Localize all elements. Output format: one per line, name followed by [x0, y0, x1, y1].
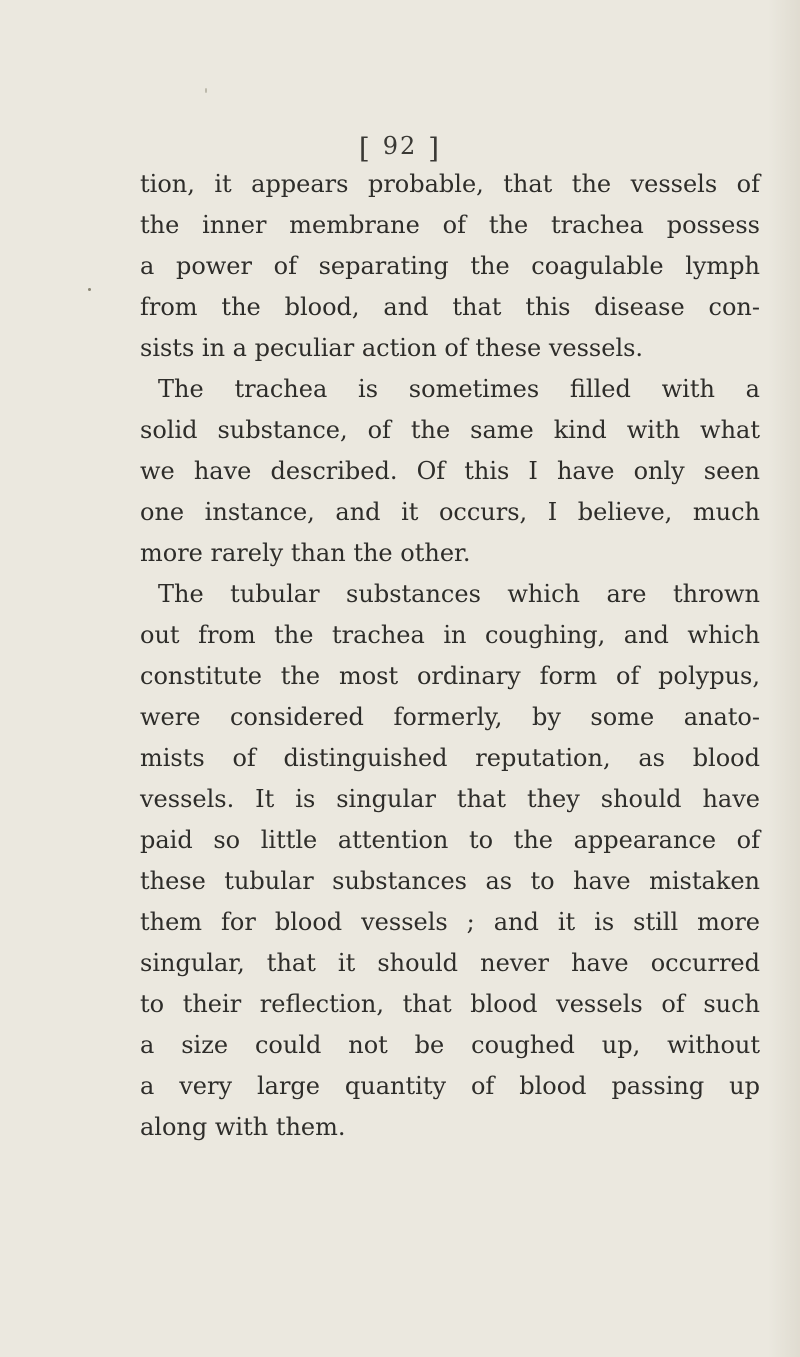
header-bracket-open: [ [358, 132, 372, 165]
text-line: to their reflection, that blood vessels of such [140, 990, 760, 1018]
text-line: a power of separating the coagulable lymph [140, 252, 760, 280]
text-line: sists in a peculiar action of these vessels. [140, 334, 644, 362]
text-line: vessels. It is singular that they should have [140, 785, 760, 813]
text-line: them for blood vessels ; and it is still more [140, 908, 760, 936]
text-line: the inner membrane of the trachea possess [140, 211, 760, 239]
text-line: The tubular substances which are thrown [158, 580, 760, 608]
text-line: from the blood, and that this disease con- [140, 293, 760, 321]
header-bracket-close: ] [428, 132, 442, 165]
text-line: a very large quantity of blood passing up [140, 1072, 760, 1100]
text-line: a size could not be coughed up, without [140, 1031, 760, 1059]
text-line: paid so little attention to the appearance of [140, 826, 760, 854]
text-line: tion, it appears probable, that the vessels of [140, 170, 760, 198]
paper-speck [88, 288, 91, 291]
text-line: one instance, and it occurs, I believe, much [140, 498, 760, 526]
text-line: mists of distinguished reputation, as blood [140, 744, 760, 772]
text-line: solid substance, of the same kind with what [140, 416, 760, 444]
page-number: 92 [382, 132, 418, 160]
text-line: more rarely than the other. [140, 539, 471, 567]
text-line: The trachea is sometimes filled with a [158, 375, 760, 403]
text-line: constitute the most ordinary form of polypus, [140, 662, 760, 690]
text-line: out from the trachea in coughing, and which [140, 621, 760, 649]
body-text [140, 164, 760, 1148]
text-line: these tubular substances as to have mistaken [140, 867, 760, 895]
text-line: singular, that it should never have occurred [140, 949, 760, 977]
text-line: we have described. Of this I have only seen [140, 457, 760, 485]
text-line: along with them. [140, 1113, 346, 1141]
text-line: were considered formerly, by some anato- [140, 703, 760, 731]
paper-speck [205, 88, 207, 93]
page-header [0, 132, 800, 165]
